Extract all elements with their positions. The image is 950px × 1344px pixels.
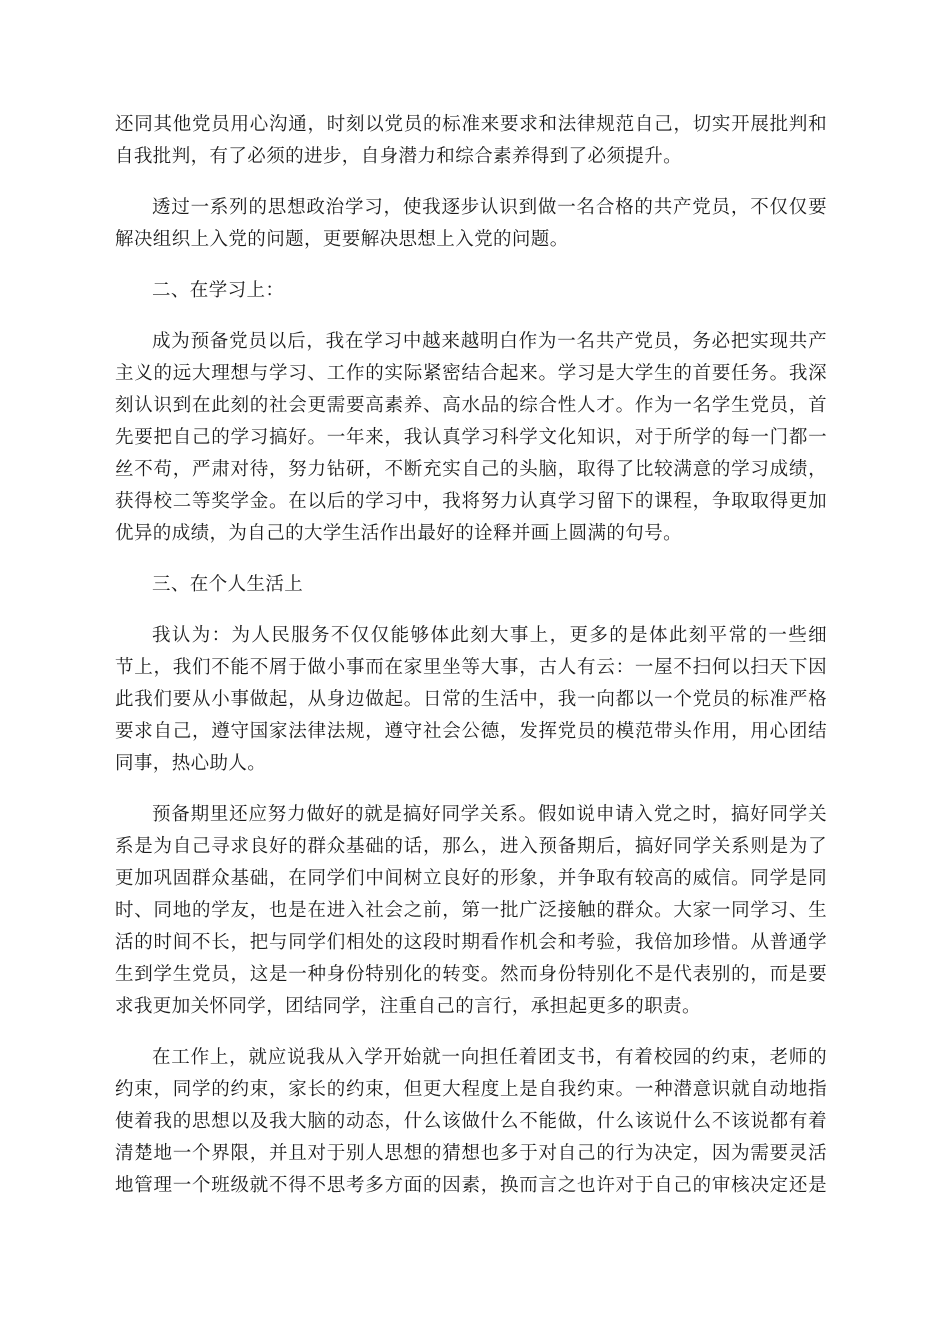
paragraph-study [115, 326, 827, 550]
text-line: 此我们要从小事做起，从身边做起。日常的生活中，我一向都以一个党员的标准严格 [115, 689, 827, 710]
text-line: 先要把自己的学习搞好。一年来，我认真学习科学文化知识，对于所学的每一门都一 [115, 427, 827, 448]
text-line: 刻认识到在此刻的社会更需要高素养、高水品的综合性人才。作为一名学生党员，首 [115, 395, 827, 416]
heading-text: 二、在学习上： [152, 280, 285, 301]
text-line: 解决组织上入党的问题，更要解决思想上入党的问题。 [115, 229, 569, 250]
text-line: 获得校二等奖学金。在以后的学习中，我将努力认真学习留下的课程，争取取得更加 [115, 491, 827, 512]
section-heading-study [115, 275, 827, 307]
text-line: 活的时间不长，把与同学们相处的这段时期看作机会和考验，我倍加珍惜。从普通学 [115, 932, 827, 953]
paragraph-classmates [115, 799, 827, 1023]
text-line: 我认为：为人民服务不仅仅能够体此刻大事上，更多的是体此刻平常的一些细 [152, 625, 827, 646]
paragraph-1 [115, 109, 827, 173]
paragraph-personal-life [115, 620, 827, 780]
text-line: 自我批判，有了必须的进步，自身潜力和综合素养得到了必须提升。 [115, 146, 683, 167]
section-heading-personal-life [115, 569, 827, 601]
text-line: 还同其他党员用心沟通，时刻以党员的标准来要求和法律规范自己，切实开展批判和 [115, 114, 827, 135]
text-line: 同事，热心助人。 [115, 753, 267, 774]
text-line: 节上，我们不能不屑于做小事而在家里坐等大事，古人有云：一屋不扫何以扫天下因 [115, 657, 827, 678]
text-line: 地管理一个班级就不得不思考多方面的因素，换而言之也许对于自己的审核决定还是 [115, 1175, 827, 1196]
document-page [115, 109, 827, 1221]
text-line: 主义的远大理想与学习、工作的实际紧密结合起来。学习是大学生的首要任务。我深 [115, 363, 827, 384]
text-line: 透过一系列的思想政治学习，使我逐步认识到做一名合格的共产党员，不仅仅要 [152, 197, 827, 218]
text-line: 时、同地的学友，也是在进入社会之前，第一批广泛接触的群众。大家一同学习、生 [115, 900, 827, 921]
text-line: 约束，同学的约束，家长的约束，但更大程度上是自我约束。一种潜意识就自动地指 [115, 1079, 827, 1100]
heading-text: 三、在个人生活上 [152, 574, 304, 595]
text-line: 预备期里还应努力做好的就是搞好同学关系。假如说申请入党之时，搞好同学关 [152, 804, 827, 825]
text-line: 要求自己，遵守国家法律法规，遵守社会公德，发挥党员的模范带头作用，用心团结 [115, 721, 827, 742]
text-line: 使着我的思想以及我大脑的动态，什么该做什么不能做，什么该说什么不该说都有着 [115, 1111, 827, 1132]
paragraph-work [115, 1042, 827, 1202]
text-line: 优异的成绩，为自己的大学生活作出最好的诠释并画上圆满的句号。 [115, 523, 683, 544]
text-line: 成为预备党员以后，我在学习中越来越明白作为一名共产党员，务必把实现共产 [152, 331, 827, 352]
text-line: 更加巩固群众基础，在同学们中间树立良好的形象，并争取有较高的威信。同学是同 [115, 868, 827, 889]
text-line: 系是为自己寻求良好的群众基础的话，那么，进入预备期后，搞好同学关系则是为了 [115, 836, 827, 857]
text-line: 生到学生党员，这是一种身份特别化的转变。然而身份特别化不是代表别的，而是要 [115, 964, 827, 985]
paragraph-2 [115, 192, 827, 256]
text-line: 在工作上，就应说我从入学开始就一向担任着团支书，有着校园的约束，老师的 [152, 1047, 827, 1068]
text-line: 丝不苟，严肃对待，努力钻研，不断充实自己的头脑，取得了比较满意的学习成绩， [115, 459, 827, 480]
text-line: 清楚地一个界限，并且对于别人思想的猜想也多于对自己的行为决定，因为需要灵活 [115, 1143, 827, 1164]
text-line: 求我更加关怀同学，团结同学，注重自己的言行，承担起更多的职责。 [115, 996, 701, 1017]
